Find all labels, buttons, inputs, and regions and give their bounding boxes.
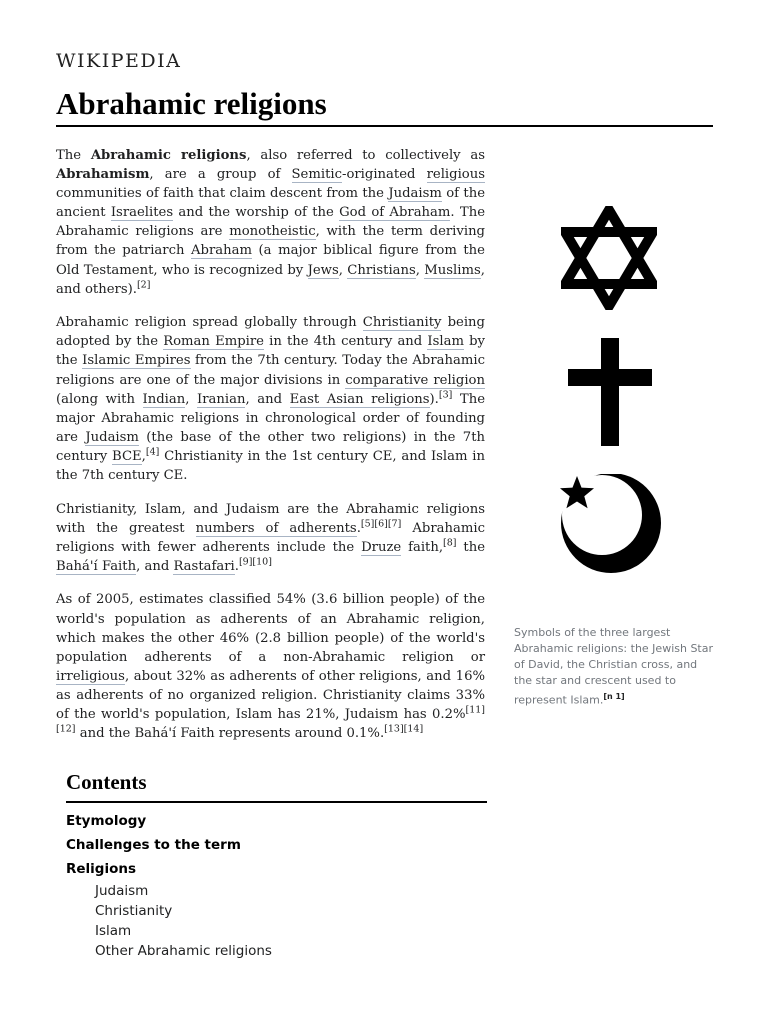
toc-item-religions[interactable]: Religions	[66, 860, 137, 877]
text: and the worship of the	[173, 205, 340, 221]
star-of-david-icon[interactable]	[561, 206, 657, 310]
link-roman-empire[interactable]: Roman Empire	[163, 334, 264, 350]
text: (the base of the other two religions) in the 7th century	[56, 429, 485, 464]
text: communities of faith that claim descent from the	[56, 186, 389, 202]
text: Christianity, Islam, and Judaism are the Abrahamic religions with the greatest	[56, 501, 485, 536]
citation-ref[interactable]: [2]	[136, 279, 151, 291]
link-rastafari[interactable]: Rastafari	[173, 558, 235, 574]
link-iranian[interactable]: Iranian	[197, 391, 246, 407]
link-judaism[interactable]: Judaism	[388, 186, 442, 202]
text: from the 7th century. Today the Abrahamic religions are one of the major divisions in	[56, 353, 485, 388]
text: ,	[185, 391, 198, 407]
article-body	[56, 146, 485, 758]
text: , with the term deriving from the patriarch	[56, 224, 485, 259]
link-islam[interactable]: Islam	[427, 334, 464, 350]
page-title: Abrahamic religions	[56, 86, 327, 121]
text: ,	[141, 448, 146, 464]
link-comparative-religion[interactable]: comparative religion	[345, 372, 485, 388]
caption-text: Symbols of the three largest Abrahamic religions: the Jewish Star of David, the Christian cross, and the star and crescent used to represent Islam.	[514, 626, 714, 707]
intro-paragraph-1	[56, 146, 485, 299]
text: (a major biblical figure from the Old Testament, who is recognized by	[56, 243, 485, 278]
text: , about 32% as adherents of other religions, and 16% as adherents of no organized religion. Christianity claims 33% of the world's population, Islam has 21%, Judaism has 0.2%	[56, 668, 485, 723]
citation-ref[interactable]: [3]	[438, 389, 453, 401]
link-religious[interactable]: religious	[426, 167, 485, 183]
citation-ref[interactable]: [14]	[403, 723, 424, 735]
text: Abrahamic religions with fewer adherents include the	[56, 520, 485, 555]
intro-paragraph-3	[56, 500, 485, 576]
link-semitic[interactable]: Semitic	[291, 167, 342, 183]
citation-ref[interactable]: [5]	[360, 518, 375, 530]
citation-ref[interactable]: [6]	[374, 518, 388, 530]
text: faith,	[401, 539, 444, 555]
text: , and others).	[56, 262, 485, 297]
text: (along with	[56, 391, 143, 407]
link-bce[interactable]: BCE	[112, 448, 142, 464]
toc-subitem-christianity[interactable]: Christianity	[95, 902, 173, 919]
text: by the	[56, 334, 486, 369]
text: .	[356, 520, 361, 536]
text: As of 2005, estimates classified 54% (3.6 billion people) of the world's population as adherents of an Abrahamic religion, which makes the other 46% (2.8 billion people) of the world's population adherents of a non-Abrahamic religion or	[56, 592, 485, 665]
toc-divider	[66, 801, 487, 803]
toc-subitem-judaism[interactable]: Judaism	[95, 882, 149, 899]
wikipedia-wordmark[interactable]: WIKIPEDIA	[56, 50, 182, 72]
text: Christianity in the 1st century CE, and Islam in the 7th century CE.	[56, 448, 485, 483]
link-jews[interactable]: Jews	[307, 262, 339, 278]
text: and the Bahá'í Faith represents around 0.1%.	[75, 726, 385, 742]
text: The major Abrahamic religions in chronological order of founding are	[56, 391, 485, 445]
link-numbers-of-adherents[interactable]: numbers of adherents	[195, 520, 357, 536]
toc-item-etymology[interactable]: Etymology	[66, 812, 147, 829]
link-israelites[interactable]: Israelites	[110, 205, 174, 221]
link-irreligious[interactable]: irreligious	[56, 668, 125, 684]
citation-ref[interactable]: [8]	[443, 537, 457, 549]
text: -originated	[341, 167, 427, 183]
citation-ref[interactable]: [11]	[465, 704, 485, 716]
text: the	[456, 539, 486, 555]
toc-subitem-other[interactable]: Other Abrahamic religions	[95, 943, 272, 960]
christian-cross-icon[interactable]	[568, 338, 652, 446]
bold-term: Abrahamism	[56, 167, 150, 183]
title-divider	[56, 125, 713, 127]
text: .	[234, 558, 239, 574]
caption-note-ref[interactable]: [n 1]	[603, 692, 625, 701]
text: . The Abrahamic religions are	[56, 205, 485, 240]
text: ,	[415, 262, 425, 278]
text: , are a group of	[149, 167, 292, 183]
star-and-crescent-icon[interactable]	[556, 474, 666, 576]
link-druze[interactable]: Druze	[361, 539, 402, 555]
text: The	[56, 148, 91, 163]
bold-term: Abrahamic religions	[90, 148, 247, 163]
text: being adopted by the	[56, 315, 485, 350]
text: ).	[429, 391, 439, 407]
citation-ref[interactable]: [10]	[252, 556, 272, 568]
link-god-of-abraham[interactable]: God of Abraham	[339, 205, 451, 221]
citation-ref[interactable]: [12]	[56, 723, 76, 735]
link-abraham[interactable]: Abraham	[191, 243, 252, 259]
link-muslims[interactable]: Muslims	[424, 262, 481, 278]
intro-paragraph-4	[56, 590, 485, 743]
link-indian[interactable]: Indian	[142, 391, 186, 407]
citation-ref[interactable]: [13]	[384, 723, 404, 735]
citation-ref[interactable]: [9]	[238, 556, 253, 568]
table-of-contents	[66, 770, 487, 962]
toc-subitem-islam[interactable]: Islam	[95, 923, 132, 940]
intro-paragraph-2	[56, 313, 485, 485]
link-christians[interactable]: Christians	[347, 262, 416, 278]
text: , and	[136, 558, 174, 574]
text: , and	[245, 391, 290, 407]
link-islamic-empires[interactable]: Islamic Empires	[82, 353, 191, 369]
citation-ref[interactable]: [4]	[145, 446, 160, 458]
link-christianity[interactable]: Christianity	[362, 315, 442, 331]
text: Abrahamic religion spread globally through	[56, 315, 363, 331]
link-east-asian-religions[interactable]: East Asian religions	[289, 391, 430, 407]
figure-caption	[514, 625, 714, 709]
toc-item-challenges[interactable]: Challenges to the term	[66, 836, 241, 853]
text: in the 4th century and	[263, 334, 428, 350]
text: ,	[338, 262, 348, 278]
link-judaism[interactable]: Judaism	[85, 429, 139, 445]
toc-title: Contents	[66, 770, 147, 794]
link-bahai-faith[interactable]: Bahá'í Faith	[56, 558, 137, 574]
text: , also referred to collectively as	[246, 148, 485, 163]
text: of the ancient	[56, 186, 485, 221]
link-monotheistic[interactable]: monotheistic	[229, 224, 316, 240]
citation-ref[interactable]: [7]	[387, 518, 402, 530]
